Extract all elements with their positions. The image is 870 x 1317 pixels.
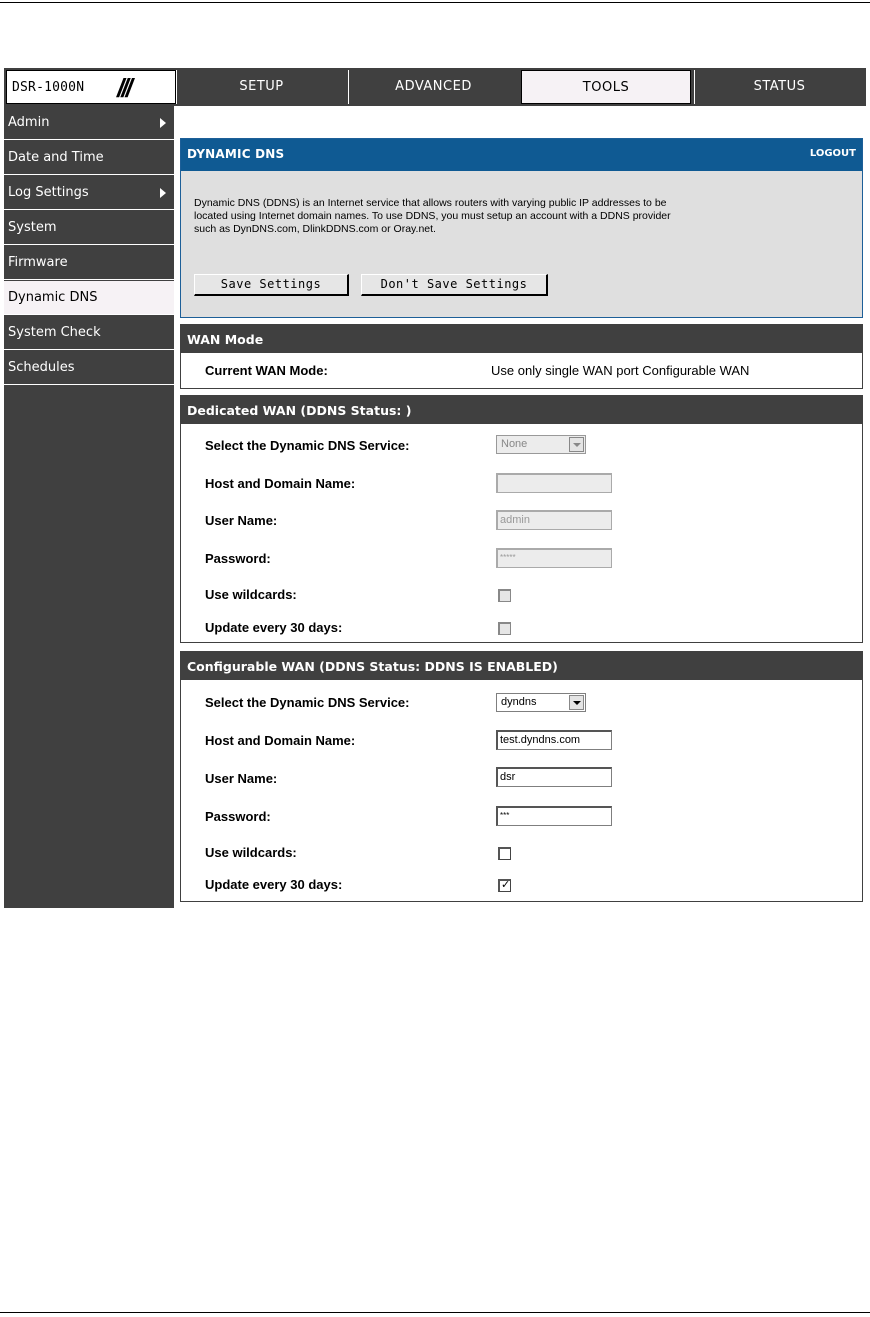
chevron-down-icon [569, 437, 584, 452]
configurable-wan-section [180, 651, 863, 902]
update-30-days-label: Update every 30 days: [205, 877, 343, 892]
user-name-label: User Name: [205, 771, 278, 786]
page-title: DYNAMIC DNS [187, 147, 285, 161]
logo-slashes-icon: /// [117, 73, 130, 103]
update-30-days-checkbox[interactable] [498, 879, 511, 892]
current-wan-mode-label: Current WAN Mode: [205, 363, 328, 378]
sidebar-item-dynamic-dns[interactable] [4, 281, 174, 315]
host-domain-input[interactable]: test.dyndns.com [496, 730, 612, 750]
panel-header [181, 139, 862, 171]
page-top-rule [0, 2, 870, 3]
sidebar-item-label: Date and Time [8, 150, 104, 165]
host-domain-label: Host and Domain Name: [205, 733, 356, 748]
tab-advanced[interactable]: ADVANCED [348, 70, 518, 104]
section-header [181, 396, 862, 424]
sidebar-item-label: Admin [8, 115, 50, 130]
dont-save-settings-button[interactable]: Don't Save Settings [361, 274, 548, 296]
section-title: WAN Mode [187, 332, 264, 347]
user-name-input[interactable]: admin [496, 510, 612, 530]
section-header [181, 325, 862, 353]
section-header [181, 652, 862, 680]
sidebar-item-schedules[interactable] [4, 351, 174, 385]
current-wan-mode-value: Use only single WAN port Configurable WAN [491, 363, 750, 378]
sidebar-item-label: System Check [8, 325, 101, 340]
sidebar-item-label: Dynamic DNS [8, 290, 98, 305]
sidebar-item-label: Schedules [8, 360, 75, 375]
dedicated-wan-section [180, 395, 863, 643]
sidebar-item-firmware[interactable] [4, 246, 174, 280]
caret-right-icon [160, 118, 166, 128]
password-input[interactable]: *** [496, 806, 612, 826]
user-name-input[interactable]: dsr [496, 767, 612, 787]
product-logo [6, 70, 176, 104]
chevron-down-icon [569, 695, 584, 710]
tab-tools[interactable]: TOOLS [521, 70, 691, 104]
tab-setup[interactable]: SETUP [176, 70, 346, 104]
sidebar [4, 106, 174, 908]
use-wildcards-checkbox[interactable] [498, 589, 511, 602]
sidebar-item-system-check[interactable] [4, 316, 174, 350]
section-title: Dedicated WAN (DDNS Status: ) [187, 403, 412, 418]
page-bottom-rule [0, 1312, 870, 1313]
update-30-days-checkbox[interactable] [498, 622, 511, 635]
checkmark-icon: ✓ [501, 878, 511, 891]
tab-status[interactable]: STATUS [694, 70, 864, 104]
sidebar-item-log-settings[interactable] [4, 176, 174, 210]
sidebar-item-label: Log Settings [8, 185, 89, 200]
wan-mode-section [180, 324, 863, 389]
dns-service-value: None [501, 438, 528, 450]
dns-service-value: dyndns [501, 696, 537, 708]
dns-service-label: Select the Dynamic DNS Service: [205, 695, 410, 710]
dns-service-label: Select the Dynamic DNS Service: [205, 438, 410, 453]
top-navigation [4, 68, 866, 106]
host-domain-input[interactable] [496, 473, 612, 493]
logout-link[interactable]: LOGOUT [809, 148, 856, 159]
use-wildcards-checkbox[interactable] [498, 847, 511, 860]
password-label: Password: [205, 551, 271, 566]
host-domain-label: Host and Domain Name: [205, 476, 356, 491]
sidebar-item-admin[interactable] [4, 106, 174, 140]
sidebar-item-label: Firmware [8, 255, 68, 270]
dns-service-select[interactable] [496, 435, 586, 454]
password-input[interactable]: ***** [496, 548, 612, 568]
caret-right-icon [160, 188, 166, 198]
use-wildcards-label: Use wildcards: [205, 587, 297, 602]
user-name-label: User Name: [205, 513, 278, 528]
save-settings-button[interactable]: Save Settings [194, 274, 349, 296]
intro-description: Dynamic DNS (DDNS) is an Internet service that allows routers with varying public IP addresses to be located using Internet domain names. To use DDNS, you must setup an account with a DDNS provider such as DynDNS.com, DlinkDDNS.com or Oray.net. [194, 197, 671, 235]
use-wildcards-label: Use wildcards: [205, 845, 297, 860]
update-30-days-label: Update every 30 days: [205, 620, 343, 635]
password-label: Password: [205, 809, 271, 824]
dns-service-select[interactable] [496, 693, 586, 712]
sidebar-item-date-and-time[interactable] [4, 141, 174, 175]
sidebar-item-system[interactable] [4, 211, 174, 245]
product-name: DSR-1000N [12, 80, 85, 95]
section-title: Configurable WAN (DDNS Status: DDNS IS ENABLED) [187, 659, 558, 674]
sidebar-item-label: System [8, 220, 57, 235]
